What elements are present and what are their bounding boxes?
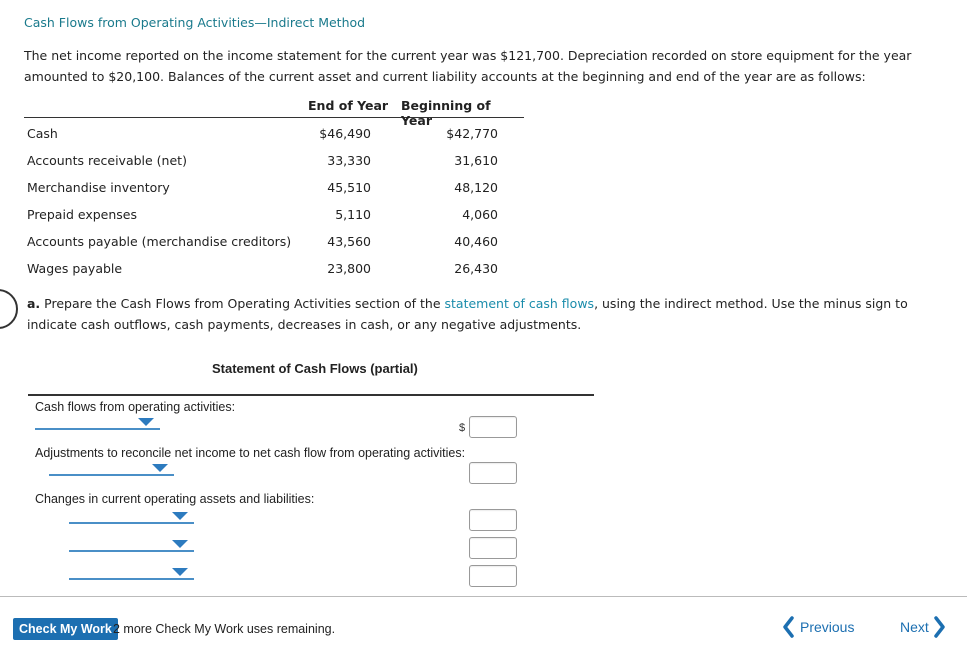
operating-section-label: Cash flows from operating activities: bbox=[35, 400, 236, 414]
row-label: Merchandise inventory bbox=[27, 180, 170, 195]
dropdown-arrow-icon bbox=[172, 540, 188, 548]
column-header-end-of-year: End of Year bbox=[308, 98, 389, 113]
chevron-left-icon bbox=[782, 616, 794, 638]
problem-intro: The net income reported on the income statement for the current year was $121,700. Depreciation recorded on store equipment for the year amounted to $20,100. Balances of the current asset and current liability accounts at the beginning and end of the year are as follows: bbox=[24, 48, 912, 84]
change-dropdown-1[interactable] bbox=[69, 510, 194, 524]
previous-button[interactable] bbox=[782, 615, 854, 639]
dollar-sign: $ bbox=[459, 422, 466, 434]
begin-value: 48,120 bbox=[454, 180, 498, 195]
changes-section-label: Changes in current operating assets and liabilities: bbox=[35, 492, 315, 506]
adjustments-section-label: Adjustments to reconcile net income to net cash flow from operating activities: bbox=[35, 446, 466, 460]
table-row bbox=[24, 172, 524, 199]
table-row bbox=[24, 253, 524, 280]
begin-value: $42,770 bbox=[446, 126, 498, 141]
dropdown-arrow-icon bbox=[152, 464, 168, 472]
previous-label: Previous bbox=[800, 619, 855, 635]
question-prefix: a. bbox=[27, 296, 41, 311]
begin-value: 40,460 bbox=[454, 234, 498, 249]
end-value: 23,800 bbox=[327, 261, 371, 276]
chevron-right-icon bbox=[934, 616, 946, 638]
change-input-1[interactable] bbox=[469, 509, 517, 531]
question-text-after: , using the indirect method. Use the minus sign to indicate cash outflows, cash payments, decreases in cash, or any negative adjustments. bbox=[27, 296, 908, 332]
table-row bbox=[24, 226, 524, 253]
statement-divider bbox=[28, 394, 594, 396]
row-label: Wages payable bbox=[27, 261, 123, 276]
end-value: 45,510 bbox=[327, 180, 371, 195]
end-value: $46,490 bbox=[319, 126, 371, 141]
dropdown-arrow-icon bbox=[172, 568, 188, 576]
check-my-work-button[interactable]: Check My Work bbox=[13, 618, 118, 640]
begin-value: 4,060 bbox=[462, 207, 498, 222]
row-label: Accounts payable (merchandise creditors) bbox=[27, 234, 292, 249]
row-label: Cash bbox=[27, 126, 58, 141]
change-input-3[interactable] bbox=[469, 565, 517, 587]
end-value: 33,330 bbox=[327, 153, 371, 168]
row-label: Prepaid expenses bbox=[27, 207, 137, 222]
next-button[interactable] bbox=[900, 615, 946, 639]
balances-table bbox=[24, 96, 524, 280]
dropdown-arrow-icon bbox=[138, 418, 154, 426]
question-marker-circle bbox=[0, 289, 18, 329]
change-dropdown-3[interactable] bbox=[69, 566, 194, 580]
row-label: Accounts receivable (net) bbox=[27, 153, 187, 168]
table-header bbox=[24, 96, 524, 128]
end-value: 5,110 bbox=[335, 207, 371, 222]
adjustment-dropdown[interactable] bbox=[49, 462, 174, 476]
begin-value: 31,610 bbox=[454, 153, 498, 168]
dropdown-arrow-icon bbox=[172, 512, 188, 520]
statement-title: Statement of Cash Flows (partial) bbox=[212, 361, 418, 376]
question-text bbox=[27, 293, 952, 335]
table-row bbox=[24, 118, 524, 145]
adjustment-input[interactable] bbox=[469, 462, 517, 484]
table-row bbox=[24, 145, 524, 172]
end-value: 43,560 bbox=[327, 234, 371, 249]
begin-value: 26,430 bbox=[454, 261, 498, 276]
net-income-input[interactable] bbox=[469, 416, 517, 438]
footer-divider bbox=[0, 596, 967, 597]
statement-of-cash-flows-link[interactable]: statement of cash flows bbox=[444, 296, 595, 311]
page-title: Cash Flows from Operating Activities—Indirect Method bbox=[24, 15, 366, 30]
change-dropdown-2[interactable] bbox=[69, 538, 194, 552]
column-header-beginning-of-year: Beginning of Year bbox=[401, 98, 491, 128]
operating-dropdown[interactable] bbox=[35, 416, 160, 430]
table-row bbox=[24, 199, 524, 226]
change-input-2[interactable] bbox=[469, 537, 517, 559]
next-label: Next bbox=[900, 619, 929, 635]
remaining-uses-text: 2 more Check My Work uses remaining. bbox=[113, 622, 336, 636]
question-text-before: Prepare the Cash Flows from Operating Activities section of the bbox=[40, 296, 445, 311]
